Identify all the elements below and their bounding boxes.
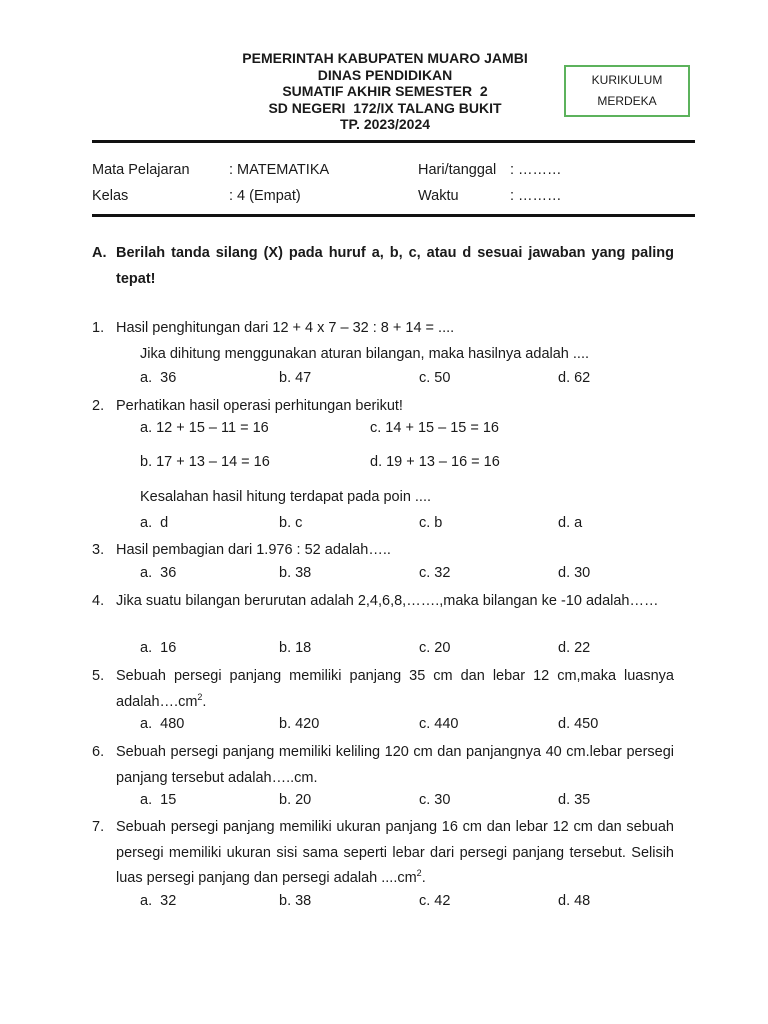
day-label: Hari/tanggal xyxy=(418,162,497,178)
subject-label: Mata Pelajaran xyxy=(92,162,190,178)
question-number: 6. xyxy=(92,744,105,760)
option-c[interactable]: c. 30 xyxy=(419,792,451,808)
question-prompt: Kesalahan hasil hitung terdapat pada poin .... xyxy=(140,489,432,505)
section-a-instruction xyxy=(92,240,674,292)
statement-d: d. 19 + 13 – 16 = 16 xyxy=(370,454,500,470)
option-b[interactable]: b. 38 xyxy=(279,893,312,909)
question-4-options xyxy=(140,640,700,660)
option-d[interactable]: d. 30 xyxy=(558,565,591,581)
question-2 xyxy=(92,394,674,420)
option-c[interactable]: c. 50 xyxy=(419,370,451,386)
option-a[interactable]: a. 480 xyxy=(140,716,185,732)
question-text xyxy=(116,815,674,892)
question-text: Hasil penghitungan dari 12 + 4 x 7 – 32 : 8 + 14 = .... xyxy=(116,320,455,336)
option-d[interactable]: d. 62 xyxy=(558,370,591,386)
unit-exponent: 2 xyxy=(197,691,203,702)
question-text-main: Sebuah persegi panjang memiliki panjang 35 cm dan lebar 12 cm,maka luasnya adalah….cm xyxy=(116,668,674,710)
instruction-text: Berilah tanda silang (X) pada huruf a, b, c, atau d sesuai jawaban yang paling tepat! xyxy=(116,245,674,287)
question-5-options xyxy=(140,716,700,736)
section-label: A. xyxy=(92,245,107,261)
statement-c: c. 14 + 15 – 15 = 16 xyxy=(370,420,499,436)
option-a[interactable]: a. 15 xyxy=(140,792,177,808)
class-value: : 4 (Empat) xyxy=(229,188,301,204)
question-text: Jika suatu bilangan berurutan adalah 2,4,6,8,…….,maka bilangan ke -10 adalah…… xyxy=(116,593,659,609)
header-school-year: TP. 2023/2024 xyxy=(339,116,431,132)
question-1 xyxy=(92,316,674,367)
question-number: 7. xyxy=(92,819,105,835)
option-b[interactable]: b. 20 xyxy=(279,792,312,808)
question-4 xyxy=(92,589,674,615)
option-a[interactable]: a. 36 xyxy=(140,370,177,386)
question-6 xyxy=(92,740,674,791)
header-divider xyxy=(92,140,695,143)
question-number: 5. xyxy=(92,668,105,684)
option-b[interactable]: b. 38 xyxy=(279,565,312,581)
option-c[interactable]: c. b xyxy=(419,515,443,531)
option-a[interactable]: a. 32 xyxy=(140,893,177,909)
option-d[interactable]: d. 48 xyxy=(558,893,591,909)
header-government: PEMERINTAH KABUPATEN MUARO JAMBI xyxy=(242,50,528,66)
question-7 xyxy=(92,815,674,892)
question-number: 3. xyxy=(92,542,105,558)
question-1-options xyxy=(140,370,700,390)
question-text: Perhatikan hasil operasi perhitungan berikut! xyxy=(116,398,403,414)
statement-a: a. 12 + 15 – 11 = 16 xyxy=(140,420,269,436)
option-c[interactable]: c. 440 xyxy=(419,716,459,732)
badge-line-2: MERDEKA xyxy=(597,94,657,108)
option-d[interactable]: d. 450 xyxy=(558,716,599,732)
unit-exponent: 2 xyxy=(416,868,422,879)
option-b[interactable]: b. 420 xyxy=(279,716,320,732)
info-divider xyxy=(92,214,695,217)
question-text-main: Sebuah persegi panjang memiliki ukuran panjang 16 cm dan lebar 12 cm dan sebuah persegi memiliki ukuran sisi sama seperti lebar dari persegi panjang tersebut. Selisih luas persegi panjang dan persegi adalah ....cm xyxy=(116,819,674,886)
option-d[interactable]: d. 22 xyxy=(558,640,591,656)
option-b[interactable]: b. c xyxy=(279,515,303,531)
header-office: DINAS PENDIDIKAN xyxy=(317,66,453,83)
document-header xyxy=(160,50,610,133)
option-d[interactable]: d. 35 xyxy=(558,792,591,808)
option-c[interactable]: c. 32 xyxy=(419,565,451,581)
question-number: 2. xyxy=(92,398,105,414)
question-7-options xyxy=(140,893,700,913)
question-text xyxy=(116,664,674,715)
option-a[interactable]: a. 16 xyxy=(140,640,177,656)
badge-line-1: KURIKULUM xyxy=(591,73,663,87)
question-2-options xyxy=(140,515,700,535)
option-a[interactable]: a. 36 xyxy=(140,565,177,581)
time-value: : ……… xyxy=(510,188,562,204)
question-6-options xyxy=(140,792,700,812)
question-text-end: . xyxy=(202,693,207,710)
question-text: Hasil pembagian dari 1.976 : 52 adalah….. xyxy=(116,542,391,558)
statement-b: b. 17 + 13 – 14 = 16 xyxy=(140,454,270,470)
question-3-options xyxy=(140,565,700,585)
header-exam-title: SUMATIF AKHIR SEMESTER 2 xyxy=(282,83,488,99)
curriculum-badge xyxy=(564,65,690,117)
subject-value: : MATEMATIKA xyxy=(229,162,330,178)
option-c[interactable]: c. 42 xyxy=(419,893,451,909)
day-value: : ……… xyxy=(510,162,562,178)
question-number: 4. xyxy=(92,593,105,609)
question-number: 1. xyxy=(92,320,105,336)
time-label: Waktu xyxy=(418,188,459,204)
question-3 xyxy=(92,538,674,564)
question-text: Sebuah persegi panjang memiliki keliling 120 cm dan panjangnya 40 cm.lebar persegi panjang tersebut adalah…..cm. xyxy=(116,744,674,786)
question-subtext: Jika dihitung menggunakan aturan bilangan, maka hasilnya adalah .... xyxy=(140,345,589,362)
question-text-end: . xyxy=(421,870,426,886)
option-b[interactable]: b. 47 xyxy=(279,370,312,386)
header-school: SD NEGERI 172/IX TALANG BUKIT xyxy=(268,99,502,116)
question-5 xyxy=(92,664,674,715)
option-c[interactable]: c. 20 xyxy=(419,640,451,656)
option-b[interactable]: b. 18 xyxy=(279,640,312,656)
class-label: Kelas xyxy=(92,188,129,204)
option-a[interactable]: a. d xyxy=(140,515,169,531)
option-d[interactable]: d. a xyxy=(558,515,583,531)
